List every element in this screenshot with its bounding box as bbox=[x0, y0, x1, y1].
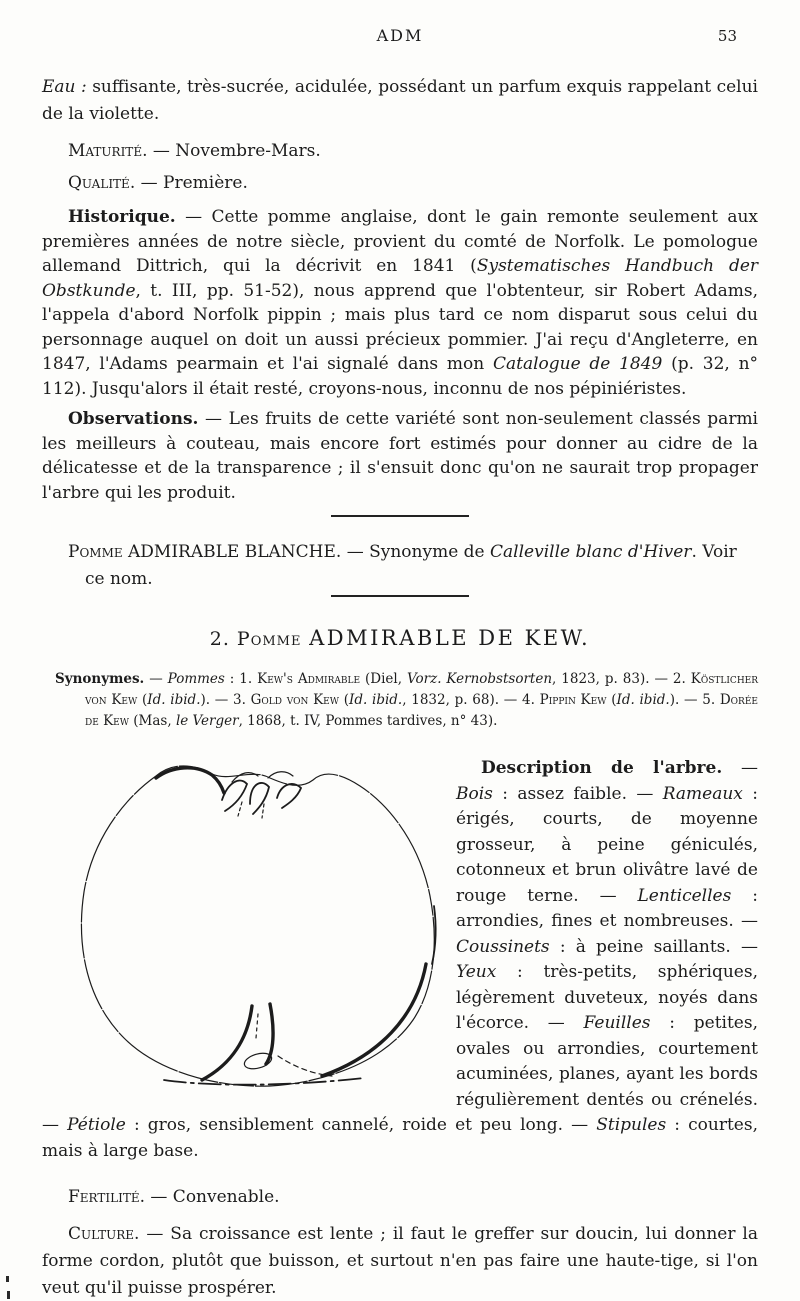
text-segment: — Novembre-Mars. bbox=[147, 141, 321, 161]
text-segment: Historique. bbox=[68, 207, 176, 227]
text-segment: Id. ibid. bbox=[147, 692, 201, 708]
entry-admirable-blanche bbox=[42, 539, 758, 593]
text-segment: Rameaux bbox=[662, 783, 743, 804]
scan-speckle bbox=[6, 1276, 9, 1282]
text-segment: Synonymes. bbox=[55, 671, 145, 687]
text-segment: — Cette pomme anglaise, dont le gain remonte seulement aux premières années de notre siècle, provient du comté de Norfolk. Le pomologue allemand Dittrich, qui la décrivit en 1841 ( bbox=[42, 207, 758, 276]
text-segment: : érigés, courts, de moyenne grosseur, à peine géniculés, cotonneux et brun olivâtre lavé de rouge terne. — bbox=[456, 783, 759, 906]
text-segment: Id. ibid. bbox=[349, 692, 403, 708]
text-segment: : assez faible. — bbox=[492, 783, 663, 804]
text-segment: Qualité. bbox=[68, 173, 136, 193]
variety-number: 2. Pomme bbox=[209, 628, 302, 650]
text-segment: Kew's Admirable bbox=[257, 671, 361, 687]
text-segment: (p. 32, n° 112). Jusqu'alors il était resté, croyons-nous, inconnu de nos pépiniéristes. bbox=[42, 354, 759, 399]
apple-shoulder-accent bbox=[156, 768, 224, 793]
text-segment: ( bbox=[606, 692, 617, 708]
apple-stem-cavity bbox=[202, 1004, 332, 1080]
text-segment: Feuilles bbox=[583, 1013, 651, 1033]
text-segment: — Sa croissance est lente ; il faut le greffer sur doucin, lui donner la forme cordon, plutôt que buisson, et surtout n'en pas faire une haute-tige, si l'on veut qu'il puisse prospérer. bbox=[42, 1224, 758, 1298]
line-qualite bbox=[42, 170, 758, 197]
text-segment: : courtes, mais à large base. bbox=[42, 1115, 758, 1161]
text-segment: , t. III, pp. 51-52), nous apprend que l'obtenteur, sir Robert Adams, l'appela d'abord Norfolk pippin ; mais plus tard ce nom disparut sous celui du personnage auquel on doit un aussi précieux pommier. J'ai reçu d'Angleterre, en 1847, l'Adams pearmain et l'ai signalé dans mon bbox=[42, 280, 758, 374]
line-maturite bbox=[42, 138, 758, 165]
text-segment: ). — 5. bbox=[669, 692, 720, 708]
text-segment: — Convenable. bbox=[145, 1187, 280, 1207]
paragraph-synonymes bbox=[42, 669, 758, 732]
description-section bbox=[42, 756, 758, 1164]
text-segment: Id. ibid. bbox=[616, 692, 670, 708]
line-fertilite bbox=[42, 1184, 758, 1211]
text-segment: : 1. bbox=[224, 671, 258, 687]
paragraph-eau bbox=[42, 74, 758, 128]
text-segment: Catalogue de 1849 bbox=[492, 354, 663, 374]
text-segment: — Synonyme de bbox=[341, 542, 491, 562]
text-segment: . Voir ce nom. bbox=[85, 542, 737, 589]
scan-speckle bbox=[7, 1291, 10, 1299]
text-segment: Maturité. bbox=[68, 141, 148, 161]
text-segment: Calleville blanc d'Hiver bbox=[490, 542, 692, 562]
text-segment: ( bbox=[137, 692, 148, 708]
text-segment: Yeux bbox=[456, 962, 497, 982]
text-segment: Dorée de Kew bbox=[85, 692, 758, 729]
running-title: ADM bbox=[376, 26, 424, 45]
variety-name: ADMIRABLE DE KEW. bbox=[309, 626, 591, 650]
text-segment: : à peine saillants. — bbox=[549, 936, 758, 957]
text-segment: : très-petits, sphériques, légèrement duveteux, noyés dans l'écorce. — bbox=[456, 962, 758, 1033]
text-segment: Culture. bbox=[68, 1224, 140, 1244]
text-segment: Bois bbox=[456, 783, 493, 804]
text-segment: ( bbox=[338, 692, 349, 708]
text-segment: : petites, ovales ou arrondies, courtement acuminées, planes, ayant les bords régulièrement dentés ou crénelés. — bbox=[42, 1013, 758, 1135]
text-segment: Lenticelles bbox=[637, 885, 732, 906]
text-segment: Pétiole bbox=[67, 1115, 126, 1135]
text-segment: Stipules bbox=[596, 1115, 667, 1135]
text-segment: Fertilité. bbox=[68, 1187, 145, 1207]
page-header bbox=[42, 26, 758, 48]
apple-bottom-edge bbox=[164, 1078, 364, 1085]
text-segment: (Mas, bbox=[128, 713, 176, 729]
paragraph-observations bbox=[42, 407, 758, 505]
text-segment: Pommes bbox=[167, 671, 225, 687]
text-segment: Eau : bbox=[42, 77, 87, 97]
apple-calyx bbox=[222, 772, 301, 818]
text-segment: : gros, sensiblement cannelé, roide et peu long. — bbox=[125, 1115, 597, 1135]
text-segment: suffisante, très-sucrée, acidulée, possédant un parfum exquis rappelant celui de la violette. bbox=[42, 77, 758, 124]
text-segment: (Diel, bbox=[360, 671, 407, 687]
text-segment: Gold von Kew bbox=[250, 692, 339, 708]
text-segment: Pippin Kew bbox=[539, 692, 607, 708]
page-number: 53 bbox=[717, 27, 737, 45]
paragraph-culture bbox=[42, 1221, 758, 1301]
paragraph-historique bbox=[42, 205, 758, 401]
text-segment: — bbox=[144, 671, 168, 687]
text-segment: Coussinets bbox=[456, 936, 550, 957]
text-segment: , 1823, p. 83). — 2. bbox=[552, 671, 691, 687]
text-segment: , 1868, t. IV, Pommes tardives, n° 43). bbox=[238, 713, 498, 729]
text-segment: Köstlicher von Kew bbox=[85, 671, 759, 708]
text-segment: Observations. bbox=[68, 409, 199, 429]
text-segment: Pomme ADMIRABLE BLANCHE. bbox=[68, 542, 342, 562]
text-segment: Vorz. Kernobstsorten bbox=[406, 671, 553, 687]
apple-lower-right-accent bbox=[322, 964, 426, 1076]
text-segment: — bbox=[722, 758, 759, 778]
text-segment: ). — 3. bbox=[200, 692, 251, 708]
text-segment: le Verger bbox=[175, 713, 239, 729]
text-segment: — Les fruits de cette variété sont non-seulement classés parmi les meilleurs à couteau, mais encore fort estimés pour donner au cidre de la délicatesse et de la transparence ; il s'ensuit donc qu'on ne saurait trop propager l'arbre qui les produit. bbox=[42, 409, 758, 503]
text-segment: , 1832, p. 68). — 4. bbox=[402, 692, 540, 708]
variety-heading bbox=[42, 623, 758, 651]
section-divider bbox=[331, 595, 469, 597]
section-divider bbox=[331, 515, 469, 517]
text-segment: Description de l'arbre. bbox=[481, 758, 723, 778]
apple-engraving bbox=[72, 756, 444, 1094]
text-segment: : arrondies, fines et nombreuses. — bbox=[456, 885, 758, 931]
apple-figure bbox=[42, 756, 456, 1094]
text-segment: Systematisches Handbuch der Obstkunde bbox=[42, 256, 759, 301]
apple-outline bbox=[81, 766, 434, 1086]
text-segment: — Première. bbox=[135, 173, 248, 193]
